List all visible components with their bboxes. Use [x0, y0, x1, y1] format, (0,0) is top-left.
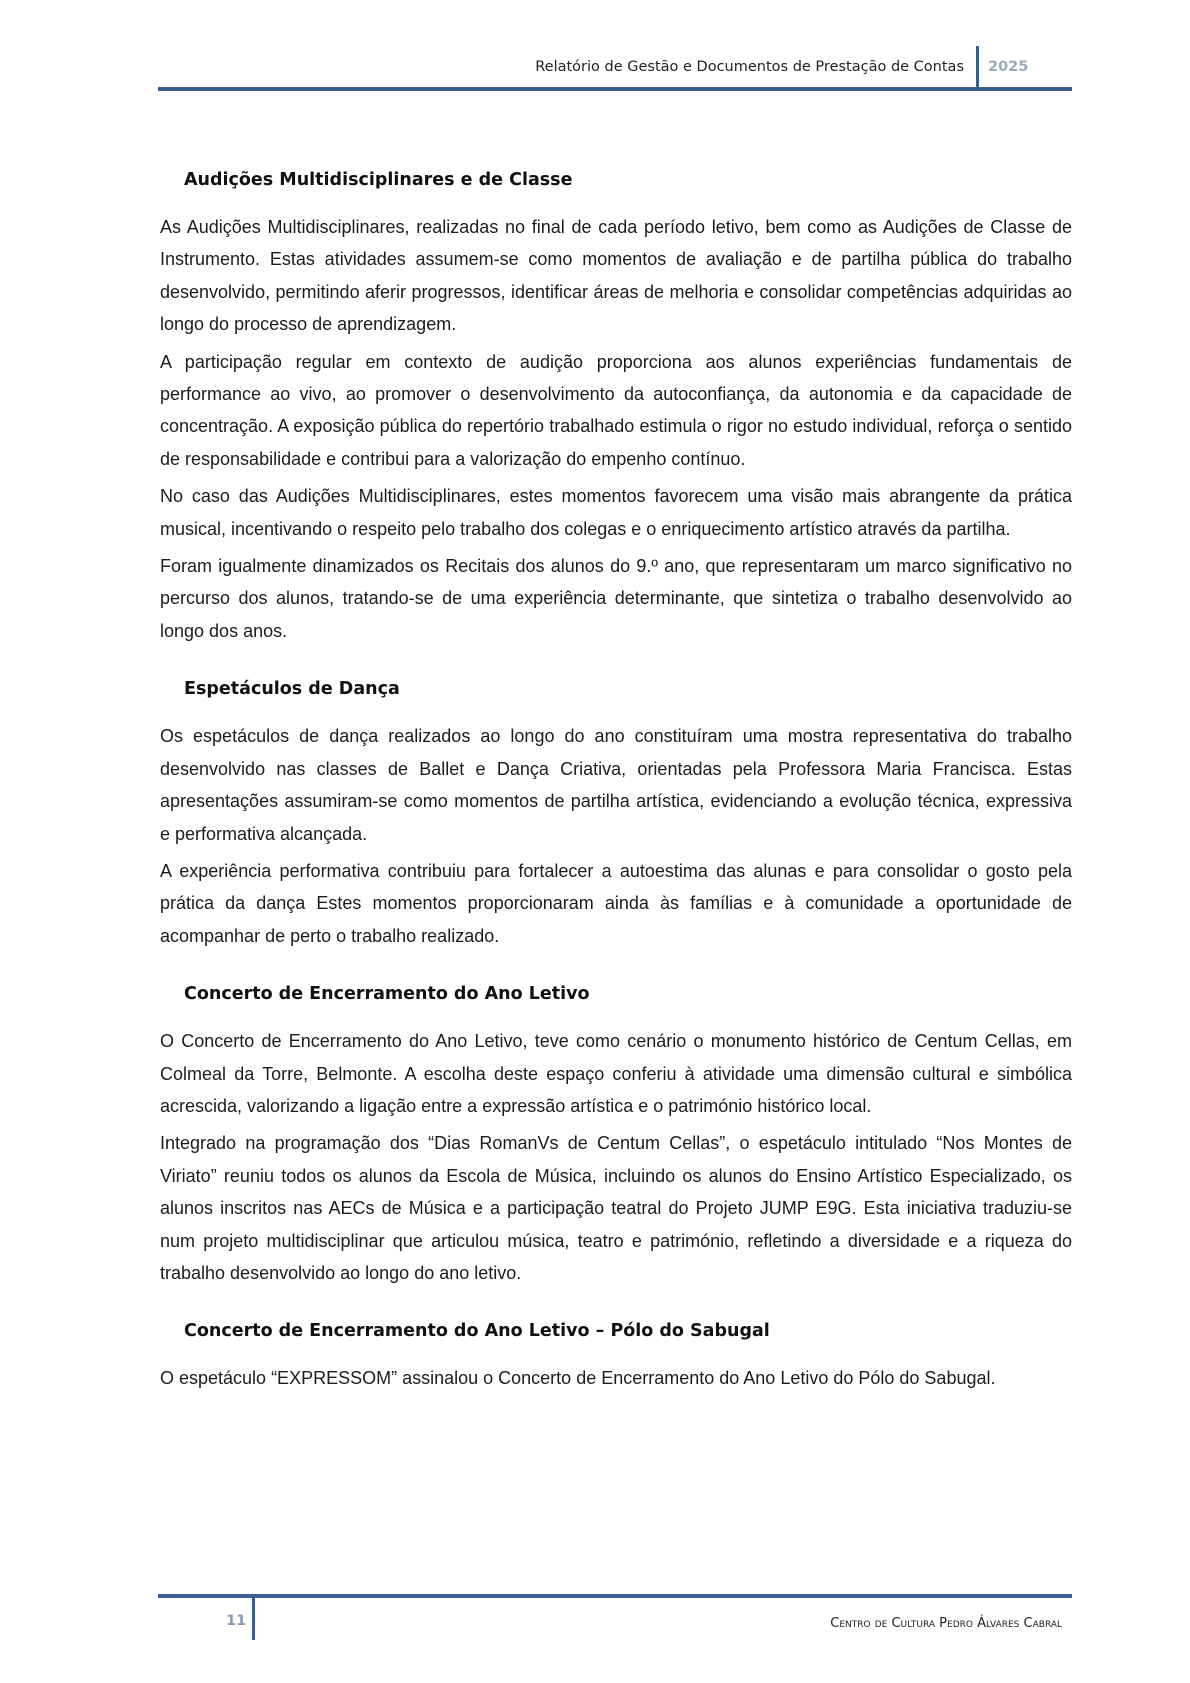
section-heading: Espetáculos de Dança [184, 679, 400, 700]
paragraph: O Concerto de Encerramento do Ano Letivo, teve como cenário o monumento histórico de Centum Cellas, em Colmeal da Torre, Belmonte. A escolha deste espaço conferiu à atividade uma dimensão cultural e simbólica acrescida, valorizando a ligação entre a expressão artística e o património histórico local. [160, 1031, 1072, 1116]
footer-rule [158, 1594, 1072, 1598]
paragraph: A experiência performativa contribuiu para fortalecer a autoestima das alunas e para consolidar o gosto pela prática da dança Estes momentos proporcionaram ainda às famílias e à comunidade a oportunidade de acompanhar de perto o trabalho realizado. [160, 860, 1072, 946]
document-year: 2025 [988, 59, 1029, 75]
page-number: 11 [226, 1613, 247, 1629]
header-rule [158, 87, 1072, 91]
paragraph: No caso das Audições Multidisciplinares, estes momentos favorecem uma visão mais abrangente da prática musical, incentivando o respeito pelo trabalho dos colegas e o enriquecimento artístico através da partilha. [160, 486, 1072, 539]
section-heading: Audições Multidisciplinares e de Classe [184, 170, 573, 190]
footer-separator [252, 1597, 255, 1640]
page-body [160, 170, 1072, 1400]
section-concerto-encerramento [160, 984, 1072, 1289]
document-title: Relatório de Gestão e Documentos de Prestação de Contas [535, 59, 964, 75]
paragraph: O espetáculo “EXPRESSOM” assinalou o Concerto de Encerramento do Ano Letivo do Pólo do Sabugal. [160, 1368, 996, 1389]
paragraph: Integrado na programação dos “Dias RomanVs de Centum Cellas”, o espetáculo intitulado “Nos Montes de Viriato” reuniu todos os alunos da Escola de Música, incluindo os alunos do Ensino Artístico Especializado, os alunos inscritos nas AECs de Música e a participação teatral do Projeto JUMP E9G. Esta iniciativa traduziu-se num projeto multidisciplinar que articulou música, teatro e património, refletindo a diversidade e a riqueza do trabalho desenvolvido ao longo do ano letivo. [160, 1133, 1072, 1283]
section-concerto-sabugal [160, 1321, 1072, 1394]
organization-name: Centro de Cultura Pedro Álvares Cabral [830, 1616, 1062, 1631]
section-audicoes [160, 170, 1072, 647]
paragraph: As Audições Multidisciplinares, realizadas no final de cada período letivo, bem como as Audições de Classe de Instrumento. Estas atividades assumem-se como momentos de avaliação e de partilha pública do trabalho desenvolvido, permitindo aferir progressos, identificar áreas de melhoria e consolidar competências adquiridas ao longo do processo de aprendizagem. [160, 217, 1072, 335]
section-heading: Concerto de Encerramento do Ano Letivo – Pólo do Sabugal [184, 1321, 770, 1342]
section-heading: Concerto de Encerramento do Ano Letivo [184, 984, 590, 1005]
paragraph: Os espetáculos de dança realizados ao longo do ano constituíram uma mostra representativa do trabalho desenvolvido nas classes de Ballet e Dança Criativa, orientadas pela Professora Maria Francisca. Estas apresentações assumiram-se como momentos de partilha artística, evidenciando a evolução técnica, expressiva e performativa alcançada. [160, 726, 1072, 844]
header-separator [976, 46, 979, 90]
section-danca [160, 679, 1072, 952]
paragraph: A participação regular em contexto de audição proporciona aos alunos experiências fundamentais de performance ao vivo, ao promover o desenvolvimento da autoconfiança, da autonomia e da capacidade de concentração. A exposição pública do repertório trabalhado estimula o rigor no estudo individual, reforça o sentido de responsabilidade e contribui para a valorização do empenho contínuo. [160, 351, 1072, 469]
paragraph: Foram igualmente dinamizados os Recitais dos alunos do 9.º ano, que representaram um marco significativo no percurso dos alunos, tratando-se de uma experiência determinante, que sintetiza o trabalho desenvolvido ao longo dos anos. [160, 556, 1072, 641]
